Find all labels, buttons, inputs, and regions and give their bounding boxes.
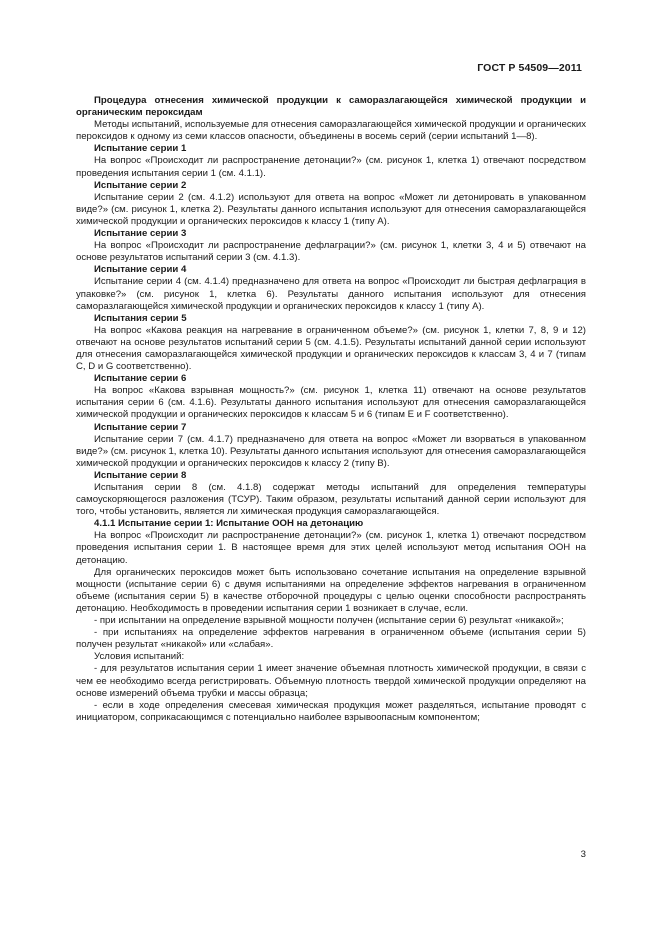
- subsection-paragraph: Для органических пероксидов может быть использовано сочетание испытания на определение взрывной мощности (испытание серии 6) с двумя испытаниями на определение эффектов нагревания в ограниченном объеме (испытания серии 5) в качестве отборочной процедуры с целью оценки способности распространять детонацию. Необходимость в проведении испытания серии 1 возникает в случае, если.: [76, 566, 586, 614]
- subsection-paragraph: Условия испытаний:: [94, 651, 185, 663]
- series-4-title: Испытание серии 4: [94, 264, 187, 276]
- subsection-paragraph: - при испытаниях на определение эффектов нагревания в ограниченном объеме (испытания серии 5) получен результат «никакой» или «слабая».: [76, 627, 586, 651]
- series-2-text: Испытание серии 2 (см. 4.1.2) используют для ответа на вопрос «Может ли детонировать в упакованном виде?» (см. рисунок 1, клетка 2). Результаты данного испытания используют для отнесения саморазлагающейся химической продукции и органических пероксидов к классу 1 (типу А).: [76, 191, 586, 227]
- series-1-text: На вопрос «Происходит ли распространение детонации?» (см. рисунок 1, клетка 1) отвечают посредством проведения испытания серии 1 (см. 4.1.1).: [76, 155, 586, 179]
- series-5-title: Испытания серии 5: [94, 312, 187, 324]
- series-4-text: Испытание серии 4 (см. 4.1.4) предназначено для ответа на вопрос «Происходит ли быстрая дефлаграция в упаковке?» (см. рисунок 1, клетка 6). Результаты данного испытания используют для отнесения саморазлагающейся химической продукции и органических пероксидов к классу 1 (типу А).: [76, 276, 586, 312]
- series-2-title: Испытание серии 2: [94, 179, 187, 191]
- series-8-text: Испытания серии 8 (см. 4.1.8) содержат методы испытаний для определения температуры самоускоряющегося разложения (ТСУР). Таким образом, результаты испытаний данной серии используют для того, чтобы установить, является ли химическая продукция саморазлагающейся.: [76, 482, 586, 518]
- series-1-title: Испытание серии 1: [94, 143, 187, 155]
- series-8-title: Испытание серии 8: [94, 469, 187, 481]
- document-code: ГОСТ Р 54509—2011: [477, 62, 582, 74]
- series-5-text: На вопрос «Какова реакция на нагревание в ограниченном объеме?» (см. рисунок 1, клетки 7, 8, 9 и 12) отвечают на основе результатов испытаний серии 5 (см. 4.1.5). Результаты испытаний данной серии используют для отнесения саморазлагающейся химической продукции и органических пероксидов к классам 3, 4 и 7 (типам С, D и G соответственно).: [76, 324, 586, 373]
- series-3-text: На вопрос «Происходит ли распространение дефлаграции?» (см. рисунок 1, клетки 3, 4 и 5) отвечают на основе результатов испытаний серии 3 (см. 4.1.3).: [76, 240, 586, 264]
- series-7-title: Испытание серии 7: [94, 421, 187, 433]
- subsection-paragraph: - при испытании на определение взрывной мощности получен (испытание серии 6) результат «никакой»;: [94, 615, 564, 627]
- page-number: 3: [580, 849, 586, 860]
- subsection-paragraph: - для результатов испытания серии 1 имеет значение объемная плотность химической продукции, в связи с чем ее необходимо всегда регистрировать. Объемную плотность твердой химической продукции определяют на основе измерений объема трубки и массы образца;: [76, 663, 586, 699]
- subsection-paragraph: - если в ходе определения смесевая химическая продукция может разделяться, испытание проводят с инициатором, соприкасающимся с потенциально наиболее взрывоопасным компонентом;: [76, 699, 586, 723]
- subsection-heading: 4.1.1 Испытание серии 1: Испытание ООН на детонацию: [94, 518, 364, 530]
- series-3-title: Испытание серии 3: [94, 228, 187, 240]
- subsection-paragraph: На вопрос «Происходит ли распространение детонации?» (см. рисунок 1, клетка 1) отвечают посредством проведения испытания серии 1. В настоящее время для этих целей используют метод испытания ООН на детонацию.: [76, 530, 586, 566]
- section-heading: Процедура отнесения химической продукции к саморазлагающейся химической продукции и органическим пероксидам: [76, 95, 586, 119]
- section-intro: Методы испытаний, используемые для отнесения саморазлагающейся химической продукции и органических пероксидов к одному из семи классов опасности, объединены в восемь серий (серии испытаний 1—8).: [76, 119, 586, 143]
- series-6-title: Испытание серии 6: [94, 373, 187, 385]
- series-7-text: Испытание серии 7 (см. 4.1.7) предназначено для ответа на вопрос «Может ли взорваться в упакованном виде?» (см. рисунок 1, клетка 10). Результаты данного испытания используют для отнесения саморазлагающейся химической продукции и органических пероксидов к классу 2 (типу В).: [76, 433, 586, 469]
- page-content: [76, 95, 586, 724]
- series-6-text: На вопрос «Какова взрывная мощность?» (см. рисунок 1, клетка 11) отвечают на основе результатов испытания серии 6 (см. 4.1.6). Результаты данного испытания используют для отнесения саморазлагающейся химической продукции и органических пероксидов к классам 5 и 6 (типам Е и F соответственно).: [76, 385, 586, 421]
